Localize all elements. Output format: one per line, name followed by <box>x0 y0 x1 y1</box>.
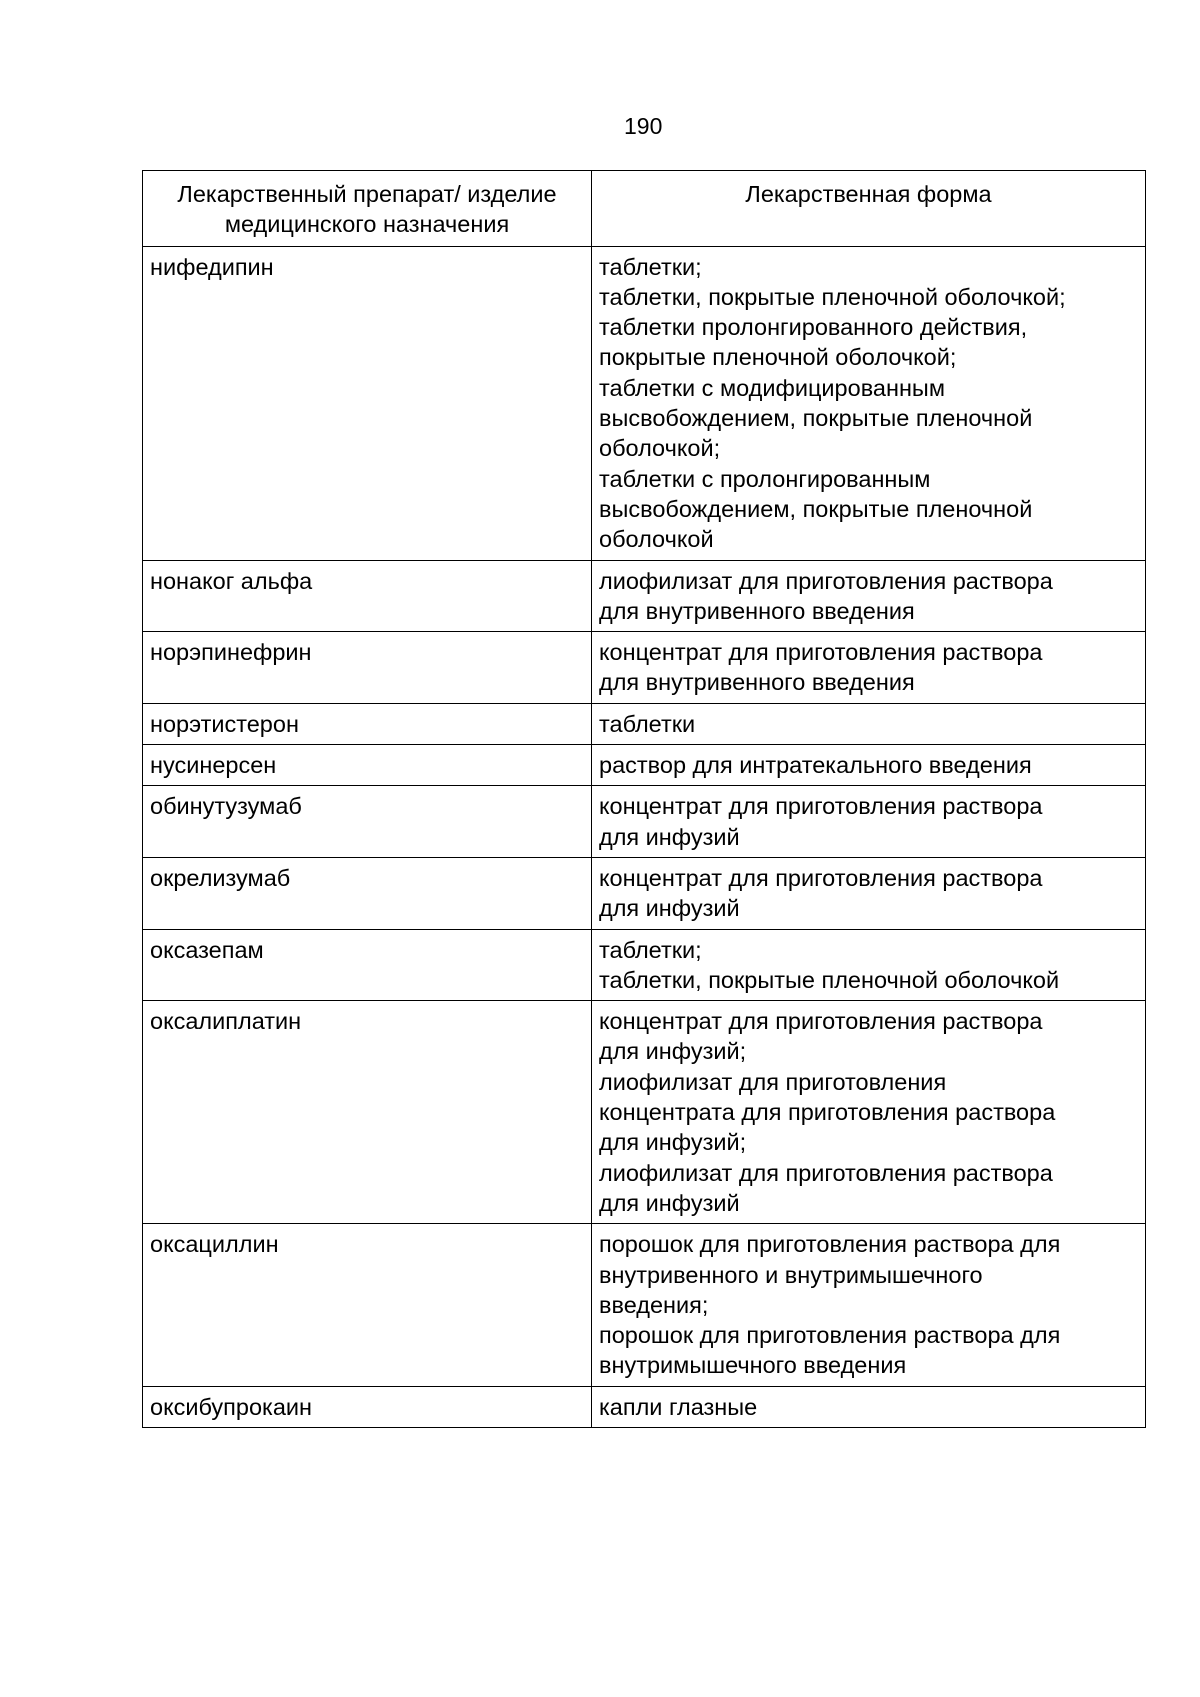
drug-name: обинутузумаб <box>150 793 302 820</box>
drug-name: нифедипин <box>150 253 274 280</box>
drug-name-cell <box>143 632 592 704</box>
dosage-form-line: лиофилизат для приготовления <box>599 1068 947 1095</box>
dosage-form-line: введения; <box>599 1291 709 1318</box>
dosage-form-line: для инфузий <box>599 1189 740 1216</box>
drug-name-cell <box>143 786 592 858</box>
dosage-form-line: лиофилизат для приготовления раствора <box>599 567 1053 594</box>
drug-name: оксазепам <box>150 936 264 963</box>
drug-name: окрелизумаб <box>150 864 291 891</box>
dosage-form-line: покрытые пленочной оболочкой; <box>599 344 957 371</box>
dosage-form-line: концентрата для приготовления раствора <box>599 1099 1056 1126</box>
dosage-form-cell <box>592 786 1146 858</box>
dosage-form-line: таблетки с модифицированным <box>599 374 945 401</box>
dosage-form-line: таблетки <box>599 710 696 737</box>
drug-name-cell <box>143 246 592 560</box>
header-drug-line: изделие медицинского назначения <box>224 181 557 238</box>
dosage-form-cell <box>592 745 1146 786</box>
dosage-form-line: раствор для интратекального введения <box>599 752 1032 779</box>
dosage-form-cell <box>592 1001 1146 1224</box>
dosage-form-line: порошок для приготовления раствора для <box>599 1322 1061 1349</box>
header-drug-line: Лекарственный препарат/ <box>177 181 461 207</box>
table-row <box>143 703 1146 744</box>
dosage-form-cell <box>592 1224 1146 1386</box>
table-row <box>143 1224 1146 1386</box>
dosage-form-line: лиофилизат для приготовления раствора <box>599 1159 1053 1186</box>
drug-name: оксибупрокаин <box>150 1393 313 1420</box>
table-row <box>143 560 1146 632</box>
dosage-form-cell <box>592 560 1146 632</box>
dosage-form-cell <box>592 857 1146 929</box>
dosage-form-line: капли глазные <box>599 1393 758 1420</box>
page-number-text: 190 <box>624 113 663 139</box>
drug-name-cell <box>143 560 592 632</box>
dosage-form-cell <box>592 632 1146 704</box>
dosage-form-line: порошок для приготовления раствора для <box>599 1231 1061 1258</box>
drug-name: норэтистерон <box>150 710 299 737</box>
drug-table <box>142 170 1146 1428</box>
dosage-form-line: концентрат для приготовления раствора <box>599 793 1043 820</box>
drug-name-cell <box>143 1001 592 1224</box>
dosage-form-cell <box>592 703 1146 744</box>
drug-name-cell <box>143 745 592 786</box>
table-row <box>143 745 1146 786</box>
drug-name-cell <box>143 857 592 929</box>
drug-name: оксалиплатин <box>150 1008 302 1035</box>
table-body <box>143 246 1146 1427</box>
dosage-form-line: концентрат для приготовления раствора <box>599 864 1043 891</box>
table-row <box>143 1386 1146 1427</box>
dosage-form-line: для инфузий; <box>599 1038 747 1065</box>
header-form <box>592 171 1146 247</box>
table-row <box>143 1001 1146 1224</box>
drug-name: норэпинефрин <box>150 639 312 666</box>
dosage-form-cell <box>592 1386 1146 1427</box>
dosage-form-line: концентрат для приготовления раствора <box>599 639 1043 666</box>
dosage-form-cell <box>592 246 1146 560</box>
dosage-form-line: внутримышечного введения <box>599 1352 907 1379</box>
header-drug <box>143 171 592 247</box>
table-row <box>143 246 1146 560</box>
drug-name: нусинерсен <box>150 752 277 779</box>
dosage-form-line: для инфузий <box>599 823 740 850</box>
table-header-row <box>143 171 1146 247</box>
drug-name: нонаког альфа <box>150 567 313 594</box>
dosage-form-line: оболочкой <box>599 526 714 553</box>
dosage-form-line: таблетки пролонгированного действия, <box>599 314 1028 341</box>
drug-name-cell <box>143 1224 592 1386</box>
dosage-form-line: таблетки, покрытые пленочной оболочкой <box>599 966 1060 993</box>
dosage-form-line: высвобождением, покрытые пленочной <box>599 495 1033 522</box>
table-row <box>143 929 1146 1001</box>
dosage-form-line: внутривенного и внутримышечного <box>599 1261 983 1288</box>
drug-name-cell <box>143 929 592 1001</box>
dosage-form-line: таблетки; <box>599 936 702 963</box>
dosage-form-line: для внутривенного введения <box>599 669 915 696</box>
table-row <box>143 632 1146 704</box>
drug-name: оксациллин <box>150 1231 279 1258</box>
header-form-line: Лекарственная форма <box>745 181 992 207</box>
dosage-form-line: концентрат для приготовления раствора <box>599 1008 1043 1035</box>
dosage-form-line: высвобождением, покрытые пленочной <box>599 405 1033 432</box>
table-row <box>143 857 1146 929</box>
drug-name-cell <box>143 1386 592 1427</box>
drug-name-cell <box>143 703 592 744</box>
dosage-form-line: таблетки с пролонгированным <box>599 465 931 492</box>
dosage-form-line: для инфузий; <box>599 1129 747 1156</box>
dosage-form-line: оболочкой; <box>599 435 721 462</box>
dosage-form-cell <box>592 929 1146 1001</box>
dosage-form-line: для инфузий <box>599 895 740 922</box>
dosage-form-line: для внутривенного введения <box>599 597 915 624</box>
table-row <box>143 786 1146 858</box>
dosage-form-line: таблетки; <box>599 253 702 280</box>
dosage-form-line: таблетки, покрытые пленочной оболочкой; <box>599 283 1066 310</box>
